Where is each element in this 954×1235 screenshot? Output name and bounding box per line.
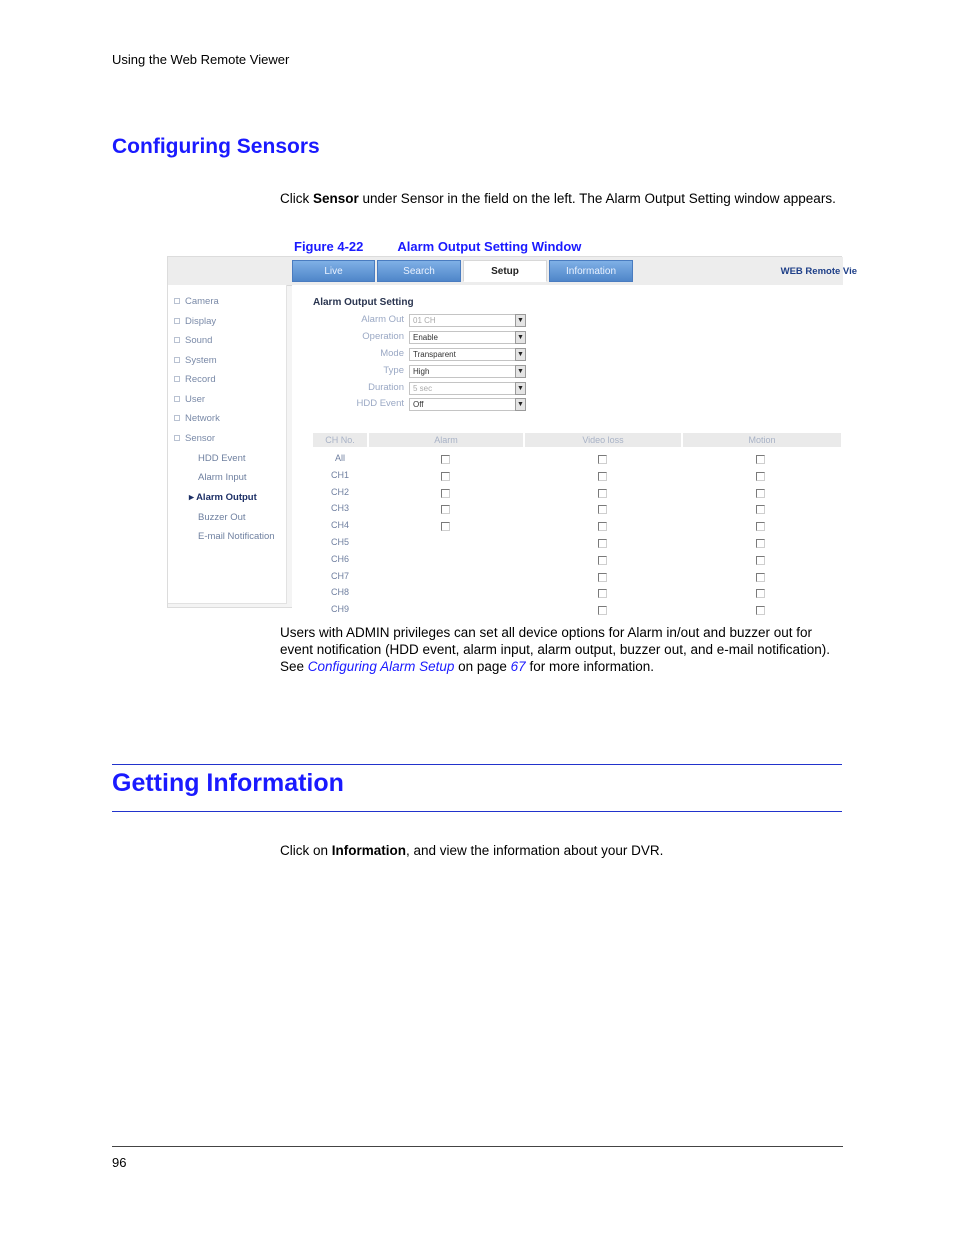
dropdown-arrow-icon: ▼ [515, 382, 526, 395]
menu-network[interactable] [174, 413, 220, 424]
label-duration: Duration [368, 382, 404, 393]
motion-checkbox[interactable] [756, 522, 765, 531]
label-operation: Operation [362, 331, 404, 342]
brand-label: WEB Remote Vie [780, 266, 857, 277]
figure-number: Figure 4-22 [294, 239, 364, 254]
menu-sensor[interactable] [174, 433, 215, 444]
video-loss-checkbox[interactable] [598, 556, 607, 565]
alarm-checkbox[interactable] [441, 505, 450, 514]
select-duration[interactable] [409, 382, 526, 395]
submenu-buzzer-out[interactable]: Buzzer Out [198, 512, 246, 523]
p1-post: under Sensor in the field on the left. The Alarm Output Setting window appears. [358, 191, 836, 206]
grid-header-ch-no: CH No. [313, 433, 367, 447]
grid-row-label: CH9 [330, 604, 349, 615]
motion-checkbox[interactable] [756, 505, 765, 514]
label-type: Type [383, 365, 404, 376]
label-alarm-out: Alarm Out [361, 314, 404, 325]
video-loss-checkbox[interactable] [598, 539, 607, 548]
current-marker-icon: ▸ [189, 492, 197, 503]
grid-header-alarm: Alarm [369, 433, 523, 447]
select-type-value: High [413, 367, 430, 376]
grid-row-label: CH4 [330, 520, 349, 531]
bullet-icon [174, 337, 180, 343]
video-loss-checkbox[interactable] [598, 522, 607, 531]
submenu-alarm-input[interactable]: Alarm Input [198, 472, 247, 483]
tab-information[interactable]: Information [549, 260, 633, 282]
select-mode[interactable] [409, 348, 526, 361]
p2-pre: Users with ADMIN privileges can set all device options for Alarm in/out and buzzer out for event notification (HDD event, alarm input, alarm output, buzzer out, and e-mail notification). See [280, 625, 831, 674]
motion-checkbox[interactable] [756, 539, 765, 548]
select-alarm-out-value: 01 CH [413, 316, 436, 325]
paragraph-sensor-intro [280, 190, 840, 207]
tab-live[interactable]: Live [292, 260, 375, 282]
select-operation-value: Enable [413, 333, 438, 342]
p3-bold: Information [331, 843, 407, 858]
dropdown-arrow-icon: ▼ [515, 314, 526, 327]
select-duration-value: 5 sec [413, 384, 433, 393]
p1-pre: Click [280, 191, 313, 206]
submenu-email-notification[interactable]: E-mail Notification [198, 531, 275, 542]
grid-row-label: CH6 [330, 553, 349, 564]
menu-display-label: Display [185, 316, 217, 327]
video-loss-checkbox[interactable] [598, 505, 607, 514]
alarm-checkbox[interactable] [441, 489, 450, 498]
select-alarm-out[interactable] [409, 314, 526, 327]
menu-camera-label: Camera [185, 296, 219, 307]
link-configuring-alarm-setup[interactable]: Configuring Alarm Setup [307, 659, 455, 674]
menu-sound-label: Sound [185, 335, 213, 346]
grid-row-label: CH5 [330, 537, 349, 547]
motion-checkbox[interactable] [756, 455, 765, 464]
dropdown-arrow-icon: ▼ [515, 365, 526, 378]
paragraph-information [280, 842, 840, 859]
grid-row-label: CH7 [330, 570, 349, 581]
link-page-67[interactable]: 67 [510, 659, 526, 674]
bullet-icon [174, 435, 180, 441]
menu-sensor-label: Sensor [185, 433, 216, 444]
dropdown-arrow-icon: ▼ [515, 348, 526, 361]
grid-row-label: CH2 [330, 486, 349, 497]
motion-checkbox[interactable] [756, 589, 765, 598]
grid-row-label: CH1 [330, 469, 349, 480]
menu-sound[interactable] [174, 335, 212, 346]
motion-checkbox[interactable] [756, 472, 765, 481]
paragraph-admin-privileges [280, 624, 842, 675]
running-header: Using the Web Remote Viewer [112, 52, 290, 67]
grid-header-motion: Motion [683, 433, 841, 447]
menu-camera[interactable] [174, 296, 219, 307]
p3-pre: Click on [280, 843, 332, 858]
grid-row-label: All [334, 453, 345, 463]
section-title-getting-information: Getting Information [112, 769, 344, 797]
select-mode-value: Transparent [413, 350, 456, 359]
video-loss-checkbox[interactable] [598, 489, 607, 498]
grid-row-label: CH3 [330, 503, 349, 514]
page-number: 96 [112, 1155, 127, 1170]
p2-post: for more information. [525, 659, 654, 674]
section-rule-bottom [112, 811, 842, 812]
bullet-icon [174, 318, 180, 324]
menu-record[interactable] [174, 374, 216, 385]
video-loss-checkbox[interactable] [598, 455, 607, 464]
setup-sidebar [168, 285, 287, 604]
submenu-hdd-event[interactable]: HDD Event [198, 453, 246, 464]
select-hdd-event-value: Off [413, 400, 424, 409]
video-loss-checkbox[interactable] [598, 573, 607, 582]
alarm-output-panel [292, 285, 852, 615]
motion-checkbox[interactable] [756, 606, 765, 615]
menu-display[interactable] [174, 316, 216, 327]
bullet-icon [174, 376, 180, 382]
alarm-checkbox[interactable] [441, 455, 450, 464]
footer-rule [112, 1146, 843, 1147]
bullet-icon [174, 357, 180, 363]
select-type[interactable] [409, 365, 526, 378]
label-mode: Mode [380, 348, 404, 359]
video-loss-checkbox[interactable] [598, 606, 607, 615]
menu-system-label: System [185, 355, 217, 366]
menu-user-label: User [185, 394, 206, 405]
dropdown-arrow-icon: ▼ [515, 398, 526, 411]
bullet-icon [174, 396, 180, 402]
bullet-icon [174, 415, 180, 421]
alarm-checkbox[interactable] [441, 472, 450, 481]
tab-bar [168, 257, 857, 286]
select-hdd-event[interactable] [409, 398, 526, 411]
alarm-checkbox[interactable] [441, 522, 450, 531]
p2-mid: on page [454, 659, 511, 674]
section-rule-top [112, 764, 842, 765]
motion-checkbox[interactable] [756, 556, 765, 565]
submenu-alarm-output-label: Alarm Output [196, 492, 257, 503]
label-hdd-event: HDD Event [356, 398, 404, 409]
submenu-alarm-output[interactable] [189, 492, 257, 503]
select-operation[interactable] [409, 331, 526, 344]
bullet-icon [174, 298, 180, 304]
menu-record-label: Record [185, 374, 216, 385]
section-title-configuring-sensors: Configuring Sensors [112, 135, 320, 158]
p3-post: , and view the information about your DVR. [406, 843, 664, 858]
video-loss-checkbox[interactable] [598, 589, 607, 598]
tab-setup[interactable]: Setup [463, 260, 547, 282]
tab-search[interactable]: Search [377, 260, 461, 282]
alarm-output-screenshot [167, 256, 857, 615]
grid-row-label: CH8 [330, 587, 349, 598]
motion-checkbox[interactable] [756, 573, 765, 582]
figure-caption [294, 239, 581, 254]
p1-bold: Sensor [313, 191, 359, 206]
motion-checkbox[interactable] [756, 489, 765, 498]
figure-title: Alarm Output Setting Window [397, 239, 582, 254]
video-loss-checkbox[interactable] [598, 472, 607, 481]
panel-title: Alarm Output Setting [313, 297, 414, 308]
menu-user[interactable] [174, 394, 205, 405]
dropdown-arrow-icon: ▼ [515, 331, 526, 344]
grid-header-video-loss: Video loss [525, 433, 681, 447]
menu-system[interactable] [174, 355, 217, 366]
menu-network-label: Network [185, 413, 220, 424]
